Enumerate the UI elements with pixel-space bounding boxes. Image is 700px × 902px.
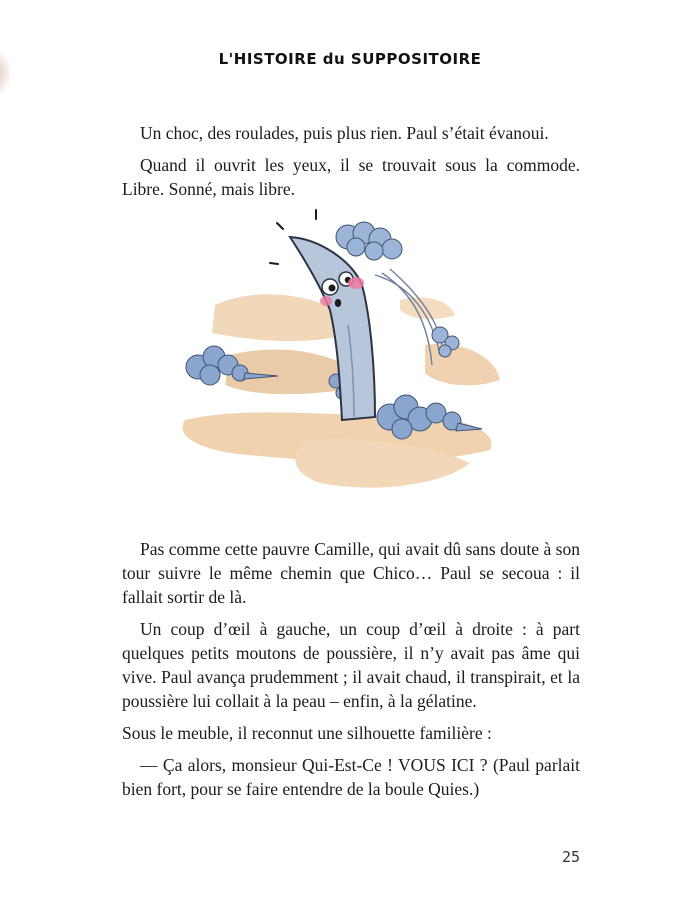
paragraph: Un coup d’œil à gauche, un coup d’œil à droite : à part quelques petits moutons de poussière, il n’y avait pas âme qui vive. Paul avança prudemment ; il avait chaud, il transpirait, et la poussière lui collait à la peau – enfin, à la gélatine. (122, 619, 580, 711)
paragraph: Pas comme cette pauvre Camille, qui avait dû sans doute à son tour suivre le même chemin que Chico… Paul se secoua : il fallait sortir de là. (122, 539, 580, 607)
illustration-icon (170, 205, 520, 505)
paragraph: Quand il ouvrit les yeux, il se trouvait sous la commode. Libre. Sonné, mais libre. (122, 155, 580, 199)
text-block-top (122, 121, 580, 209)
page-number: 25 (561, 848, 580, 866)
running-header: L'HISTOIRE du SUPPOSITOIRE (218, 50, 482, 68)
dialogue-line: — Ça alors, monsieur Qui-Est-Ce ! VOUS ICI ? (Paul parlait bien fort, pour se faire entendre de la boule Quies.) (122, 755, 580, 799)
paragraph: Un choc, des roulades, puis plus rien. Paul s’était évanoui. (140, 123, 549, 143)
text-block-bottom (122, 537, 580, 809)
paragraph: Sous le meuble, il reconnut une silhouette familière : (122, 723, 492, 743)
